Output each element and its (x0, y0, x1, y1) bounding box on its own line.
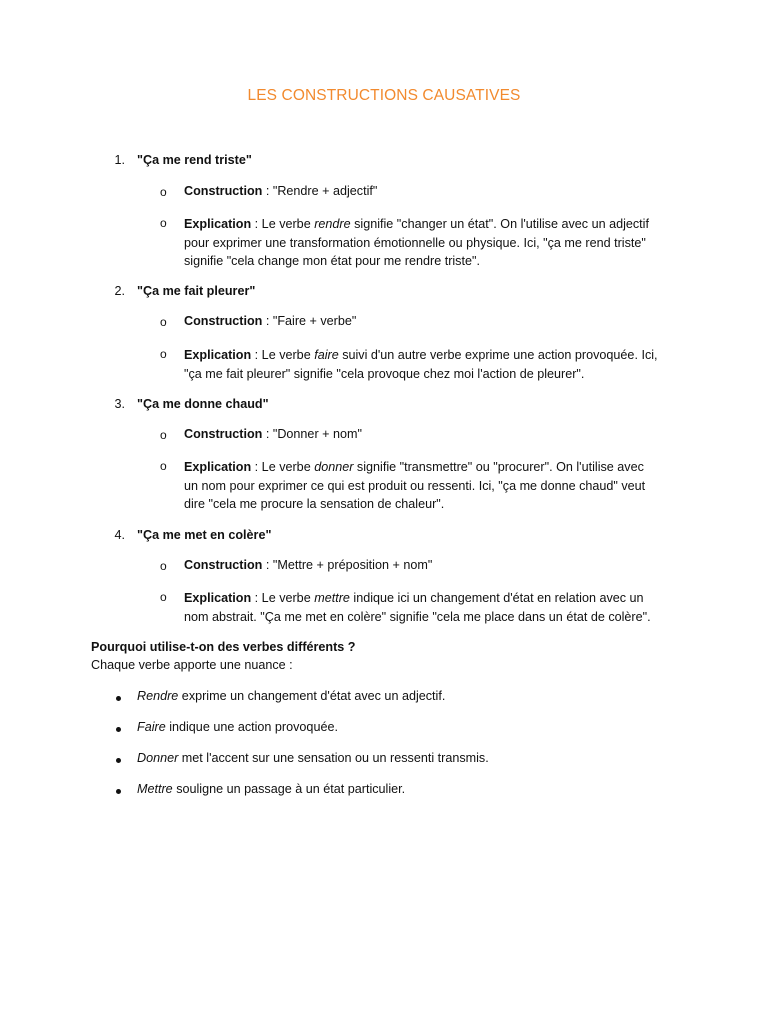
bullet-verb: Donner (137, 751, 179, 765)
item-number: 4. (114, 528, 125, 542)
bullet-verb: Mettre (137, 782, 173, 796)
bullet-text: souligne un passage à un état particulier. (172, 782, 406, 796)
explication-paragraph: Explication : Le verbe mettre indique ici un changement d'état en relation avec un nom abstrait. "Ça me met en colère" signifie "cela me place dans un état de colère". (184, 591, 651, 624)
bullet-dot (116, 696, 121, 701)
sub-bullet-marker: o (160, 428, 167, 442)
construction-line (184, 558, 432, 572)
construction-text: : "Faire + verbe" (262, 314, 357, 328)
sub-bullet-marker: o (160, 185, 167, 199)
sub-bullet-marker: o (160, 347, 167, 361)
section-question: Pourquoi utilise-t-on des verbes différents ? (91, 640, 356, 654)
construction-line (184, 427, 362, 441)
bullet-verb: Rendre (137, 689, 179, 703)
explication-label: Explication (184, 591, 252, 605)
item-number: 2. (114, 284, 125, 298)
construction-label: Construction (184, 314, 263, 328)
bullet-verb: Faire (137, 720, 166, 734)
explication-label: Explication (184, 460, 252, 474)
bullet-text: indique une action provoquée. (165, 720, 338, 734)
construction-text: : "Rendre + adjectif" (262, 184, 378, 198)
construction-label: Construction (184, 558, 263, 572)
bullet-dot (116, 789, 121, 794)
sub-bullet-marker: o (160, 315, 167, 329)
sub-bullet-marker: o (160, 559, 167, 573)
item-heading: "Ça me rend triste" (137, 153, 252, 167)
item-number: 1. (114, 153, 125, 167)
construction-text: : "Donner + nom" (262, 427, 362, 441)
document-title: LES CONSTRUCTIONS CAUSATIVES (247, 87, 521, 104)
sub-bullet-marker: o (160, 590, 167, 604)
explication-paragraph: Explication : Le verbe faire suivi d'un autre verbe exprime une action provoquée. Ici, "ça me fait pleurer" signifie "cela provoque chez moi l'action de pleurer". (184, 348, 658, 381)
explication-label: Explication (184, 348, 252, 362)
sub-bullet-marker: o (160, 216, 167, 230)
construction-line (184, 184, 377, 198)
construction-text: : "Mettre + préposition + nom" (262, 558, 433, 572)
bullet-text: met l'accent sur une sensation ou un ressenti transmis. (178, 751, 489, 765)
bullet-text: exprime un changement d'état avec un adjectif. (178, 689, 446, 703)
item-heading: "Ça me donne chaud" (137, 397, 269, 411)
item-heading: "Ça me met en colère" (137, 528, 272, 542)
bullet-dot (116, 758, 121, 763)
explication-label: Explication (184, 217, 252, 231)
sub-bullet-marker: o (160, 459, 167, 473)
explication-paragraph: Explication : Le verbe rendre signifie "changer un état". On l'utilise avec un adjectif pour exprimer une transformation émotionnelle ou physique. Ici, "ça me rend triste" signifie "cela change mon état pour me rendre triste". (184, 217, 649, 268)
item-number: 3. (114, 397, 125, 411)
explication-paragraph: Explication : Le verbe donner signifie "transmettre" ou "procurer". On l'utilise avec un nom pour exprimer ce qui est produit ou ressenti. Ici, "ça me donne chaud" veut dire "cela me procure la sensation de chaleur". (184, 460, 646, 511)
construction-label: Construction (184, 184, 263, 198)
construction-label: Construction (184, 427, 263, 441)
construction-line (184, 314, 356, 328)
bullet-dot (116, 727, 121, 732)
section-intro: Chaque verbe apporte une nuance : (91, 658, 293, 672)
item-heading: "Ça me fait pleurer" (137, 284, 256, 298)
